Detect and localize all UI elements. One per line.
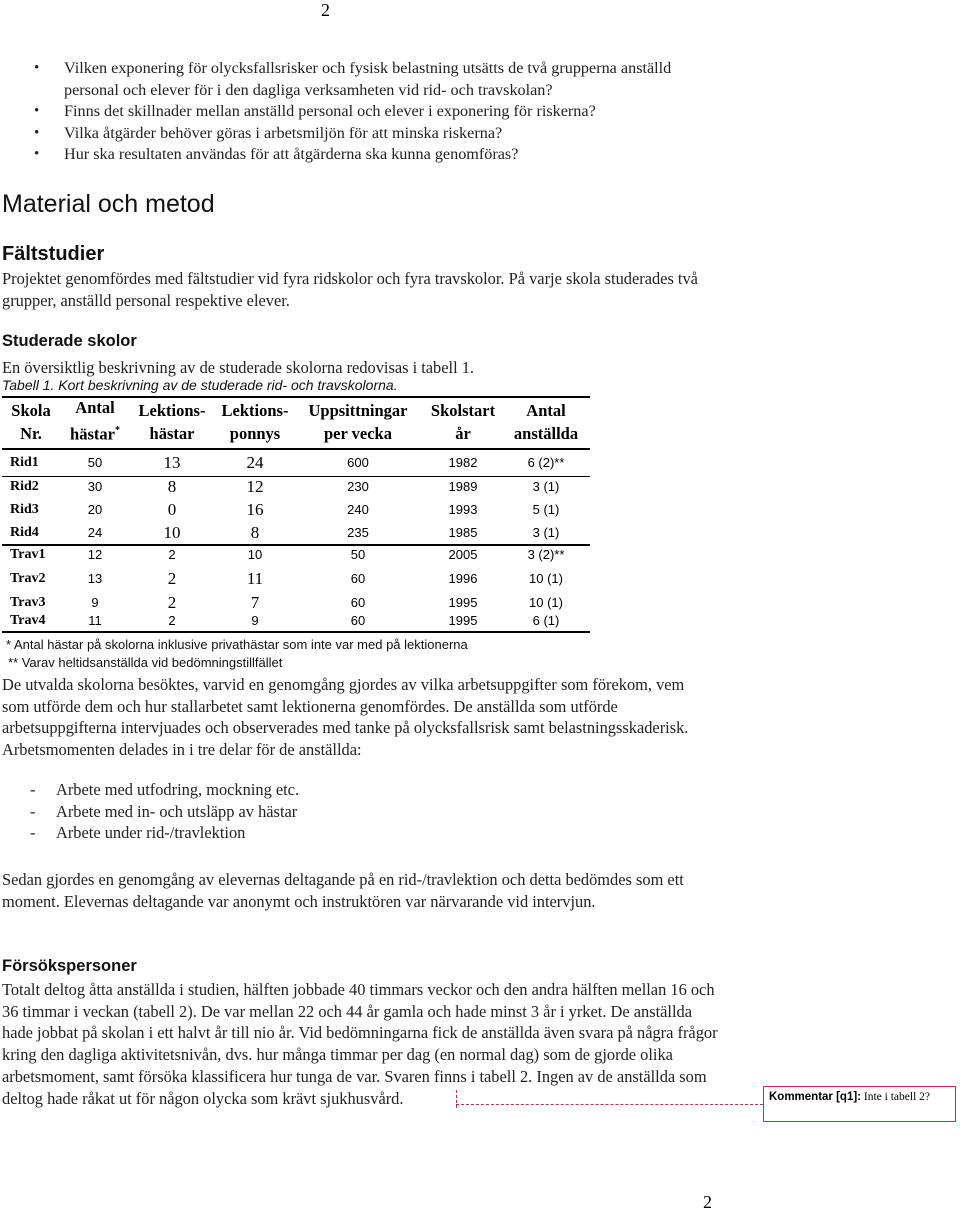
bullet-item: • Finns det skillnader mellan anställd personal och elever i exponering för riskerna? bbox=[28, 101, 728, 123]
heading-forsokspersoner: Försökspersoner bbox=[2, 957, 137, 975]
page-number-bottom: 2 bbox=[703, 1192, 712, 1212]
table-header-antal-hastar: Antal hästar* bbox=[70, 398, 120, 444]
table-header-antal-anstallda: Antal anställda bbox=[513, 401, 579, 443]
table-header-skolstart: Skolstart år bbox=[430, 401, 496, 443]
bullet-icon: • bbox=[34, 60, 40, 76]
paragraph-method: De utvalda skolorna besöktes, varvid en genomgång gjordes av vilka arbetsuppgifter som förekom, vem som utförde dem och hur stallarbetet samt lektionerna genomfördes. De anställda som utförde arbetsuppgifterna intervjuades och observerades med tanke på olycksfallsrisk samt belastningsskaderisk. Arbetsmomenten delades in i tre delar för de anställda: bbox=[2, 675, 689, 760]
table-bottom-rule bbox=[2, 631, 590, 633]
paragraph-faltstudier: Projektet genomfördes med fältstudier vid fyra ridskolor och fyra travskolor. På varje skola studerades två grupper, anställd personal respektive elever. bbox=[2, 269, 698, 310]
bullet-item: • Vilka åtgärder behöver göras i arbetsmiljön för att minska riskerna? bbox=[28, 123, 728, 145]
bullet-icon: • bbox=[34, 103, 40, 119]
table-caption: Tabell 1. Kort beskrivning av de studerade rid- och travskolorna. bbox=[2, 377, 398, 393]
table-header-skola: Skola Nr. bbox=[11, 401, 51, 443]
table-row: Trav1 12 2 10 50 2005 3 (2)** bbox=[10, 547, 565, 562]
table-row: Rid4 24 10 8 235 1985 3 (1) bbox=[10, 523, 560, 542]
footnote-1: * Antal hästar på skolorna inklusive privathästar som inte var med på lektionerna bbox=[6, 637, 468, 652]
table-header-lektionshastar: Lektions- hästar bbox=[138, 401, 206, 443]
table-header-uppsittningar: Uppsittningar per vecka bbox=[308, 401, 408, 443]
page-number-top: 2 bbox=[321, 0, 330, 20]
research-questions-list bbox=[28, 58, 728, 166]
footnote-2: ** Varav heltidsanställda vid bedömningstillfället bbox=[8, 655, 283, 670]
table-footnotes bbox=[6, 636, 468, 672]
paragraph-studerade-skolor: En översiktlig beskrivning av de studerade skolorna redovisas i tabell 1. bbox=[2, 358, 475, 377]
list-item: - Arbete under rid-/travlektion bbox=[30, 823, 246, 843]
table-row: Trav4 11 2 9 60 1995 6 (1) bbox=[10, 613, 560, 628]
bullet-item: • Hur ska resultaten användas för att åtgärderna ska kunna genomföras? bbox=[28, 144, 728, 166]
table-header-lektionsponnys: Lektions- ponnys bbox=[221, 401, 289, 443]
table-row: Trav2 13 2 11 60 1996 10 (1) bbox=[10, 569, 563, 588]
paragraph-students: Sedan gjordes en genomgång av elevernas deltagande på en rid-/travlektion och detta bedömdes som ett moment. Elevernas deltagande var anonymt och instruktören var närvarande vid intervjun. bbox=[2, 870, 684, 911]
comment-connector-line bbox=[456, 1104, 763, 1106]
table-row: Trav3 9 2 7 60 1995 10 (1) bbox=[10, 593, 563, 612]
bullet-icon: • bbox=[34, 124, 40, 141]
comment-text: Inte i tabell 2? bbox=[863, 1091, 930, 1103]
bullet-icon: • bbox=[34, 146, 40, 162]
heading-studerade-skolor: Studerade skolor bbox=[2, 332, 137, 350]
table-row: Rid1 50 13 24 600 1982 6 (2)** bbox=[10, 453, 565, 472]
comment-balloon[interactable] bbox=[763, 1086, 956, 1122]
table-row: Rid2 30 8 12 230 1989 3 (1) bbox=[10, 477, 560, 496]
table-header-rule bbox=[2, 448, 590, 450]
paragraph-forsokspersoner: Totalt deltog åtta anställda i studien, hälften jobbade 40 timmars veckor och den andra hälften mellan 16 och 36 timmar i veckan (tabell 2). De var mellan 22 och 44 år gamla och hade minst 3 år i yrket. De anställda hade jobbat på skolan i ett halvt år till nio år. Vid bedömningarna fick de anställda även svara på några frågor kring den dagliga aktivitetsnivån, dvs. hur många timmar per dag (en normal dag) som de gjorde olika arbetsmoment, samt försöka klassificera hur tunga de var. Svaren finns i tabell 2. Ingen av de anställda som deltog hade råkat ut för någon olycka som krävt sjukhusvård. bbox=[2, 980, 718, 1108]
heading-faltstudier: Fältstudier bbox=[2, 243, 105, 265]
work-tasks-list bbox=[2, 779, 702, 844]
table-row: Rid3 20 0 16 240 1993 5 (1) bbox=[10, 500, 560, 519]
list-item: - Arbete med in- och utsläpp av hästar bbox=[30, 801, 298, 821]
heading-material-och-metod: Material och metod bbox=[2, 190, 215, 218]
bullet-item: • Vilken exponering för olycksfallsrisker och fysisk belastning utsätts de två grupperna anställd personal och elever för i den dagliga verksamheten vid rid- och travskolan? bbox=[28, 58, 728, 101]
list-item: - Arbete med utfodring, mockning etc. bbox=[30, 780, 300, 799]
comment-label: Kommentar [q1]: bbox=[769, 1091, 862, 1103]
